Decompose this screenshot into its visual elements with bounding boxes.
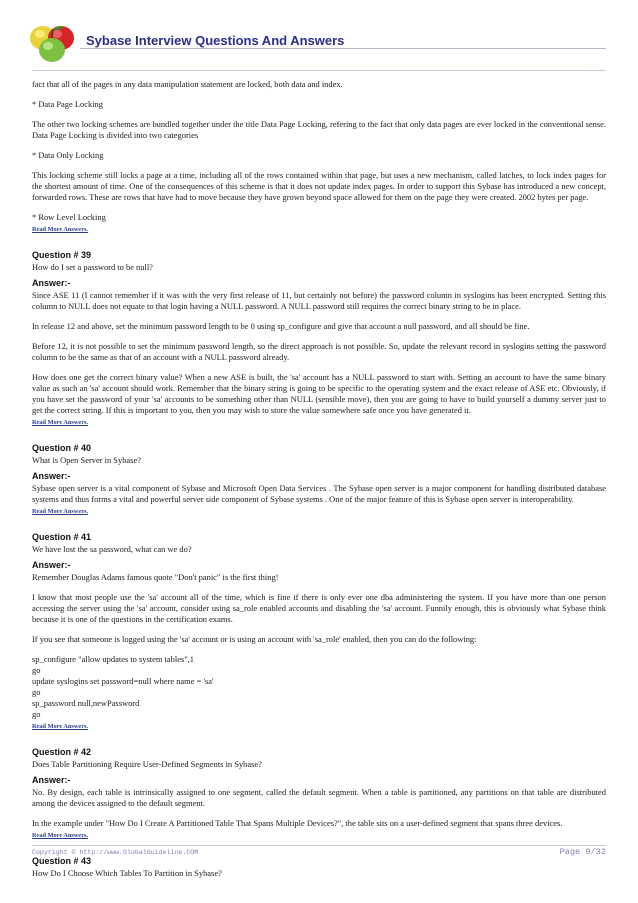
question-number: Question # 42: [32, 747, 92, 757]
answer-paragraph: Before 12, it is not possible to set the minimum password length, so the direct approach is not possible. So, update the relevant record in syslogins setting the password column to be the same as that of an account with a NULL password already.: [32, 341, 606, 362]
question-39: [32, 250, 606, 427]
answer-paragraph: I know that most people use the 'sa' account all of the time, which is fine if there is only ever one dba administering the system. If you have more than one person accessing the server using the 'sa' account, consider using sa_role enabled accounts and disabling the 'sa' account. Funnily enough, this is obviously what Sybase think because it is one of the questions in the certification exams.: [32, 592, 606, 624]
read-more-link[interactable]: Read More Answers.: [32, 723, 89, 730]
answer-paragraph: How does one get the correct binary value? When a new ASE is built, the 'sa' account has a NULL password to start with. Setting an account to have the same binary value as such an 'sa' account should work. Remember that the binary string is going to be specific to the operating system and the exact release of ASE etc. Obviously, if you have set the password of your 'sa' accounts to be something other than NULL (sensible move), then you are going to have to build yourself a dummy server just to get the correct string. If this is important to you, then you may wish to store the value somewhere safe once you have generated it.: [32, 372, 606, 415]
code-line: sp_configure "allow updates to system tables",1: [32, 654, 195, 664]
code-line: go: [32, 687, 41, 697]
answer-label: Answer:-: [32, 775, 71, 785]
read-more-link[interactable]: Read More Answers.: [32, 226, 89, 233]
question-number: Question # 40: [32, 443, 92, 453]
question-text: Does Table Partitioning Require User-Defined Segments in Sybase?: [32, 759, 262, 769]
question-text: How Do I Choose Which Tables To Partition in Sybase?: [32, 868, 222, 878]
apples-logo-icon: [26, 16, 78, 64]
question-text: What is Open Server in Sybase?: [32, 455, 141, 465]
paragraph: The other two locking schemes are bundled together under the title Data Page Locking, refering to the fact that only data pages are ever locked in the conventional sense. Data Page Locking is divided into two categories: [32, 119, 606, 140]
paragraph: This locking scheme still locks a page at a time, including all of the rows contained within that page, but uses a new mechanism, called latches, to lock index pages for the shortest amount of time. One of the consequences of this scheme is that it does not update index pages. In order to support this Sybase has introduced a new concept, forwarded rows. These are rows that have had to move because they have grown beyond space allowed for them on the page they were created. 2002 bytes per page.: [32, 170, 606, 202]
page-content: [32, 79, 606, 884]
question-42: [32, 747, 606, 840]
read-more-link[interactable]: Read More Answers.: [32, 419, 89, 426]
code-line: go: [32, 665, 41, 675]
question-number: Question # 43: [32, 856, 92, 866]
code-line: sp_password null,newPassword: [32, 698, 140, 708]
question-text: How do I set a password to be null?: [32, 262, 153, 272]
question-number: Question # 41: [32, 532, 92, 542]
question-text: We have lost the sa password, what can we do?: [32, 544, 192, 554]
paragraph: * Data Only Locking: [32, 150, 104, 160]
paragraph: fact that all of the pages in any data manipulation statement are locked, both data and index.: [32, 79, 343, 89]
question-40: [32, 443, 606, 516]
answer-paragraph: Sybase open server is a vital component of Sybase and Microsoft Open Data Services . The Sybase open server is a major component for handling distributed database systems and thus forms a vital and powerful server side component of Sybase systems . One of the major feature of this is Sybase open server is interoperability.: [32, 483, 606, 504]
page-number: Page 9/32: [559, 847, 606, 857]
page-header: [0, 0, 638, 70]
paragraph: * Data Page Locking: [32, 99, 103, 109]
footer-copyright: Copyright © http://www.GlobalGuideline.COM: [32, 849, 199, 856]
code-line: update syslogins set password=null where name = 'sa': [32, 676, 214, 686]
answer-label: Answer:-: [32, 278, 71, 288]
code-block: [32, 654, 606, 720]
document-title: Sybase Interview Questions And Answers: [86, 33, 345, 48]
header-rule: [80, 48, 606, 49]
answer-label: Answer:-: [32, 560, 71, 570]
question-number: Question # 39: [32, 250, 92, 260]
read-more-link[interactable]: Read More Answers.: [32, 832, 89, 839]
answer-paragraph: In the example under "How Do I Create A Partitioned Table That Spans Multiple Devices?", the table sits on a user-defined segment that spans three devices.: [32, 818, 563, 828]
header-divider: [32, 70, 606, 71]
answer-paragraph: No. By design, each table is intrinsically assigned to one segment, called the default segment. When a table is partitioned, any partitions on that table are distributed among the devices assigned to the default segment.: [32, 787, 606, 808]
answer-label: Answer:-: [32, 471, 71, 481]
answer-paragraph: Since ASE 11 (I cannot remember if it was with the very first release of 11, but certainly not before) the password column in syslogins has been encrypted. Setting this column to NULL does not equate to that login having a NULL password. A NULL password still requires the correct binary string to be in place.: [32, 290, 606, 311]
answer-paragraph: Remember Douglas Adams famous quote "Don't panic" is the first thing!: [32, 572, 279, 582]
answer-paragraph: If you see that someone is logged using the 'sa' account or is using an account with 'sa_role' enabled, then you can do the following:: [32, 634, 477, 644]
page-footer: [32, 845, 606, 862]
question-41: [32, 532, 606, 731]
answer-paragraph: In release 12 and above, set the minimum password length to be 0 using sp_configure and give that account a null password, and all should be fine.: [32, 321, 530, 331]
code-line: go: [32, 709, 41, 719]
read-more-link[interactable]: Read More Answers.: [32, 508, 89, 515]
paragraph: * Row Level Locking: [32, 212, 106, 222]
